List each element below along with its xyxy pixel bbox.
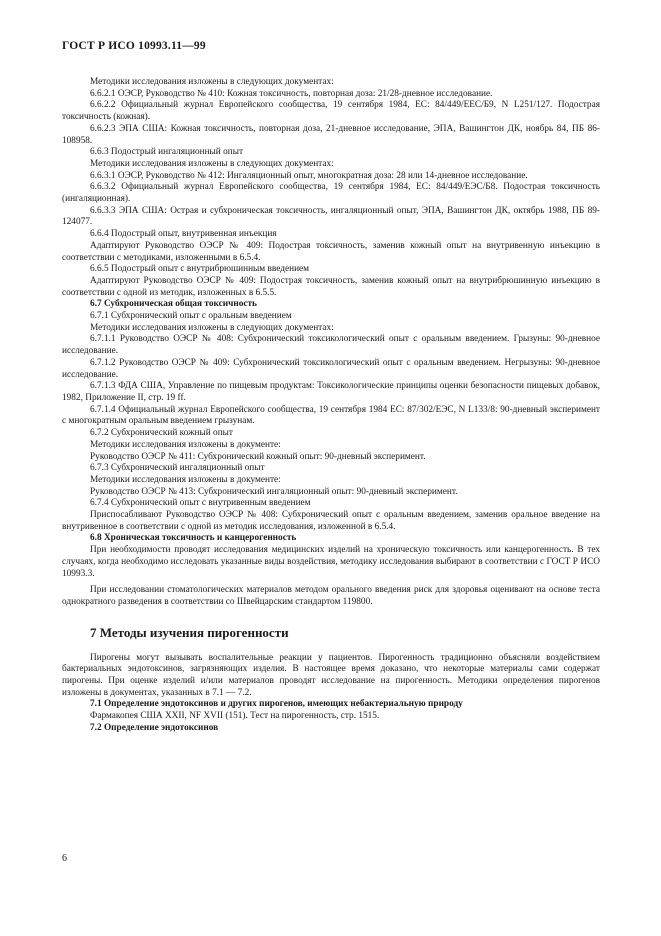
subsection-title: 6.7.1 Субхронический опыт с оральным введением <box>90 311 292 322</box>
paragraph: Адаптируют Руководство ОЭСР № 409: Подострая токсичность, заменив кожный опыт на внутрибрюшинную инъекцию в соответствии с одной из методик, изложенных в 6.5.5. <box>62 275 600 298</box>
paragraph: При необходимости проводят исследования медицинских изделий на хроническую токсичность или канцерогенность. В тех случаях, когда необходимо исследовать указанные виды воздействия, методику исследования выбирают в соответствии с ГОСТ Р ИСО 10993.3. <box>62 545 600 579</box>
paragraph: 6.7.1.4 Официальный журнал Европейского сообщества, 19 сентября 1984 ЕС: 87/302/ЕЭС, N L133/8: 90-дневный эксперимент с многократным оральным введением грызунам. <box>62 404 600 427</box>
section-7-heading: 7 Методы изучения пирогенности <box>90 624 289 640</box>
paragraph: Руководство ОЭСР № 413: Субхронический ингаляционный опыт: 90-дневный эксперимент. <box>90 486 458 497</box>
paragraph: 6.6.3.1 ОЭСР, Руководство № 412: Ингаляционный опыт, многократная доза: 28 или 14-дневное исследование. <box>90 170 528 181</box>
paragraph: 6.6.2.3 ЭПА США: Кожная токсичность, повторная доза, 21-дневное исследование, ЭПА, Вашингтон ДК, ноябрь 84, ПБ 86-108958. <box>62 123 600 146</box>
paragraph: 6.6.2.1 ОЭСР, Руководство № 410: Кожная токсичность, повторная доза: 21/28-дневное исследование. <box>90 88 493 99</box>
section-heading-7-2: 7.2 Определение эндотоксинов <box>90 722 219 733</box>
section-heading-7-1: 7.1 Определение эндотоксинов и других пирогенов, имеющих небактериальную природу <box>90 699 463 710</box>
paragraph: Пирогены могут вызывать воспалительные реакции у пациентов. Пирогенность традиционно объясняли воздействием бактериальных эндотоксинов, загрязняющих изделия. В настоящее время доказано, что некоторые материалы сами содержат пирогены. При оценке изделий и/или материалов проводят исследование на пирогенность. Методики определения пирогенов изложены в документах, указанных в 7.1 — 7.2. <box>62 652 600 698</box>
paragraph: Методики исследования изложены в следующих документах: <box>90 158 334 169</box>
paragraph: Методики исследования изложены в документе: <box>90 439 281 450</box>
subsection-title: 6.7.2 Субхронический кожный опыт <box>90 428 233 439</box>
subsection-title: 6.6.3 Подострый ингаляционный опыт <box>90 147 244 158</box>
paragraph: 6.7.1.2 Руководство ОЭСР № 409: Субхронический токсикологический опыт с оральным введением. Негрызуны: 90-дневное исследование. <box>62 357 600 380</box>
paragraph: Методики исследования изложены в следующих документах: <box>90 77 334 87</box>
subsection-title: 6.7.4 Субхронический опыт с внутривенным введением <box>90 498 311 509</box>
paragraph: 6.6.3.2 Официальный журнал Европейского сообщества, 19 сентября 1984, ЕС: 84/449/ЕЭС/Б8. Подострая токсичность (ингаляционная). <box>62 182 600 205</box>
document-page <box>62 40 600 735</box>
document-header: ГОСТ Р ИСО 10993.11—99 <box>62 40 206 52</box>
paragraph: Методики исследования изложены в документе: <box>90 474 281 485</box>
paragraph: Приспосабливают Руководство ОЭСР № 408: Субхронический опыт с оральным введением, заменив оральное введение на внутривенное в соответствии с одной из методик исследования, изложенной в 6.5.4. <box>62 510 600 532</box>
paragraph: Методики исследования изложены в следующих документах: <box>90 322 334 333</box>
paragraph: При исследовании стоматологических материалов методом орального введения риск для здоровья оценивают на основе теста однократного разведения в соответствии со Швейцарским стандартом 119800. <box>62 585 600 607</box>
subsection-title: 6.6.5 Подострый опыт с внутрибрюшинным введением <box>90 264 310 275</box>
subsection-title: 6.7.3 Субхронический ингаляционный опыт <box>90 463 265 474</box>
section-7-body <box>62 653 600 735</box>
paragraph: 6.7.1.1 Руководство ОЭСР № 408: Субхронический токсикологический опыт с оральным введением. Грызуны: 90-дневное исследование. <box>62 334 600 357</box>
subsection-title: 6.6.4 Подострый опыт, внутривенная инъекция <box>90 229 277 240</box>
section-6-body <box>62 77 600 609</box>
paragraph: Адаптируют Руководство ОЭСР № 409: Подострая токсичность, заменив кожный опыт на внутривенную инъекцию в соответствии с методиками, изложенными в 6.5.4. <box>62 240 600 263</box>
paragraph: Фармакопея США XXII, NF XVII (151). Тест на пирогенность, стр. 1515. <box>90 711 380 722</box>
section-heading-6-8: 6.8 Хроническая токсичность и канцерогенность <box>90 533 297 544</box>
section-heading-6-7: 6.7 Субхроническая общая токсичность <box>90 299 257 310</box>
paragraph: 6.6.3.3 ЭПА США: Острая и субхроническая токсичность, ингаляционный опыт, ЭПА, Вашингтон ДК, октябрь 1988, ПБ 89-124077. <box>62 205 600 228</box>
paragraph: Руководство ОЭСР № 411: Субхронический кожный опыт: 90-дневный эксперимент. <box>90 451 426 462</box>
paragraph: 6.6.2.2 Официальный журнал Европейского сообщества, 19 сентября 1984, ЕС: 84/449/ЕЕС/Б9, N L251/127. Подострая токсичность (кожная). <box>62 100 600 123</box>
paragraph: 6.7.1.3 ФДА США, Управление по пищевым продуктам: Токсикологические принципы оценки безопасности пищевых добавок, 1982, Приложение II, стр. 19 ff. <box>62 381 600 403</box>
page-number: 6 <box>62 853 67 864</box>
